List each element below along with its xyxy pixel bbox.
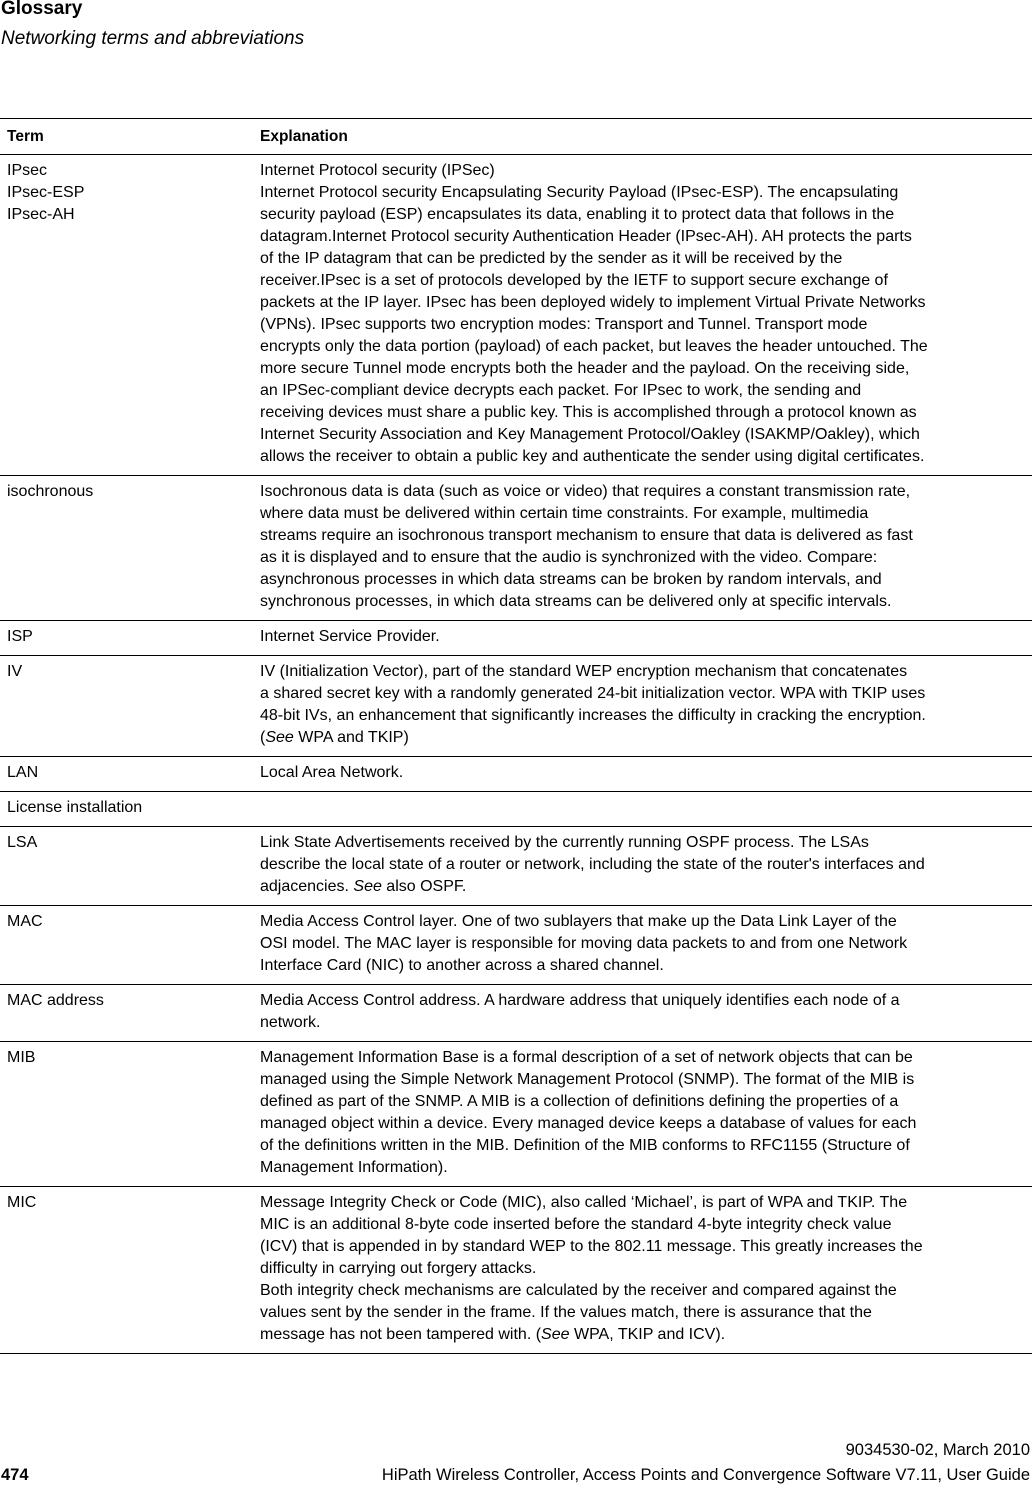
page-subtitle: Networking terms and abbreviations xyxy=(1,28,305,49)
term-cell xyxy=(0,1047,260,1179)
document-number: 9034530-02, March 2010 xyxy=(845,1441,1030,1459)
explanation-text: describe the local state of a router or network, including the state of the router's interfaces and xyxy=(260,856,925,873)
explanation-text: MIC is an additional 8-byte code inserted before the standard 4-byte integrity check value xyxy=(260,1216,892,1233)
term-text: MIC xyxy=(7,1194,37,1211)
explanation-text: OSI model. The MAC layer is responsible for moving data packets to and from one Network xyxy=(260,935,908,952)
explanation-cell xyxy=(260,762,1030,784)
explanation-text: of the definitions written in the MIB. Definition of the MIB conforms to RFC1155 (Structure of xyxy=(260,1137,910,1154)
explanation-text: of the IP datagram that can be predicted by the sender as it will be received by the xyxy=(260,250,843,267)
explanation-text: Internet Protocol security Encapsulating Security Payload (IPsec-ESP). The encapsulating xyxy=(260,184,899,201)
explanation-cell xyxy=(260,797,1030,819)
explanation-text: streams require an isochronous transport mechanism to ensure that data is delivered as fast xyxy=(260,527,913,544)
term-cell xyxy=(0,481,260,613)
term-text: LAN xyxy=(7,764,39,781)
term-text: IPsec xyxy=(7,162,48,179)
table-row xyxy=(0,155,1032,476)
explanation-cell xyxy=(260,661,1030,749)
explanation-text: Local Area Network. xyxy=(260,764,404,781)
explanation-text: Media Access Control layer. One of two sublayers that make up the Data Link Layer of the xyxy=(260,913,897,930)
explanation-text: Link State Advertisements received by the currently running OSPF process. The LSAs xyxy=(260,834,869,851)
explanation-text: Isochronous data is data (such as voice or video) that requires a constant transmission rate, xyxy=(260,483,911,500)
term-cell xyxy=(0,626,260,648)
term-text: isochronous xyxy=(7,483,94,500)
explanation-text: (See WPA and TKIP) xyxy=(260,729,409,746)
term-cell xyxy=(0,797,260,819)
explanation-text: network. xyxy=(260,1014,321,1031)
term-text: MAC xyxy=(7,913,43,930)
table-header-row xyxy=(0,119,1032,155)
column-header-term: Term xyxy=(7,128,44,145)
term-cell xyxy=(0,1192,260,1346)
explanation-text: difficulty in carrying out forgery attacks. xyxy=(260,1260,537,1277)
term-cell xyxy=(0,911,260,977)
explanation-cell xyxy=(260,911,1030,977)
term-cell xyxy=(0,990,260,1034)
explanation-text: managed object within a device. Every managed device keeps a database of values for each xyxy=(260,1115,917,1132)
explanation-text: allows the receiver to obtain a public key and authenticate the sender using digital certificates. xyxy=(260,448,925,465)
term-text: MAC address xyxy=(7,992,104,1009)
explanation-text: (ICV) that is appended in by standard WEP to the 802.11 message. This greatly increases the xyxy=(260,1238,923,1255)
explanation-text: Internet Protocol security (IPSec) xyxy=(260,162,495,179)
page-title: Glossary xyxy=(1,0,83,19)
explanation-text: values sent by the sender in the frame. If the values match, there is assurance that the xyxy=(260,1304,872,1321)
glossary-table xyxy=(0,118,1032,1354)
explanation-text: where data must be delivered within certain time constraints. For example, multimedia xyxy=(260,505,869,522)
explanation-text: 48-bit IVs, an enhancement that significantly increases the difficulty in cracking the encryption. xyxy=(260,707,926,724)
explanation-text: Internet Service Provider. xyxy=(260,628,440,645)
explanation-cell xyxy=(260,1047,1030,1179)
table-row xyxy=(0,476,1032,621)
explanation-text: (VPNs). IPsec supports two encryption modes: Transport and Tunnel. Transport mode xyxy=(260,316,868,333)
term-text: License installation xyxy=(7,799,143,816)
explanation-cell xyxy=(260,481,1030,613)
explanation-text: synchronous processes, in which data streams can be delivered only at specific intervals. xyxy=(260,593,892,610)
term-text: MIB xyxy=(7,1049,36,1066)
term-text: ISP xyxy=(7,628,33,645)
page-number: 474 xyxy=(1,1466,29,1484)
explanation-text: an IPSec-compliant device decrypts each packet. For IPsec to work, the sending and xyxy=(260,382,862,399)
term-text: LSA xyxy=(7,834,38,851)
term-text: IPsec-ESP xyxy=(7,184,85,201)
explanation-text: Internet Security Association and Key Management Protocol/Oakley (ISAKMP/Oakley), which xyxy=(260,426,920,443)
explanation-text: Management Information Base is a formal description of a set of network objects that can be xyxy=(260,1049,913,1066)
explanation-text: message has not been tampered with. (See WPA, TKIP and ICV). xyxy=(260,1326,726,1343)
explanation-text: a shared secret key with a randomly generated 24-bit initialization vector. WPA with TKIP uses xyxy=(260,685,926,702)
explanation-text: managed using the Simple Network Management Protocol (SNMP). The format of the MIB is xyxy=(260,1071,915,1088)
document-title: HiPath Wireless Controller, Access Points and Convergence Software V7.11, User Guide xyxy=(381,1466,1030,1484)
explanation-text: receiver.IPsec is a set of protocols developed by the IETF to support secure exchange of xyxy=(260,272,888,289)
term-cell xyxy=(0,832,260,898)
table-row xyxy=(0,1042,1032,1187)
term-text: IPsec-AH xyxy=(7,206,75,223)
explanation-text: Management Information). xyxy=(260,1159,448,1176)
explanation-text: datagram.Internet Protocol security Authentication Header (IPsec-AH). AH protects the parts xyxy=(260,228,912,245)
explanation-text: as it is displayed and to ensure that the audio is synchronized with the video. Compare: xyxy=(260,549,878,566)
explanation-cell xyxy=(260,1192,1030,1346)
explanation-text: encrypts only the data portion (payload) of each packet, but leaves the header untouched. The xyxy=(260,338,928,355)
explanation-text: adjacencies. See also OSPF. xyxy=(260,878,467,895)
explanation-cell xyxy=(260,160,1030,468)
term-cell xyxy=(0,160,260,468)
table-row xyxy=(0,985,1032,1042)
explanation-text: Message Integrity Check or Code (MIC), also called ‘Michael’, is part of WPA and TKIP. The xyxy=(260,1194,908,1211)
explanation-text: receiving devices must share a public key. This is accomplished through a protocol known as xyxy=(260,404,917,421)
table-row xyxy=(0,906,1032,985)
explanation-text: Both integrity check mechanisms are calculated by the receiver and compared against the xyxy=(260,1282,897,1299)
explanation-cell xyxy=(260,990,1030,1034)
explanation-text: Media Access Control address. A hardware address that uniquely identifies each node of a xyxy=(260,992,900,1009)
explanation-text: IV (Initialization Vector), part of the standard WEP encryption mechanism that concatenates xyxy=(260,663,908,680)
table-row xyxy=(0,792,1032,827)
explanation-text: defined as part of the SNMP. A MIB is a collection of definitions defining the properties of a xyxy=(260,1093,899,1110)
table-row xyxy=(0,656,1032,757)
explanation-cell xyxy=(260,832,1030,898)
explanation-cell xyxy=(260,626,1030,648)
explanation-text: asynchronous processes in which data streams can be broken by random intervals, and xyxy=(260,571,882,588)
column-header-explanation: Explanation xyxy=(260,128,348,145)
term-text: IV xyxy=(7,663,23,680)
table-row xyxy=(0,621,1032,656)
table-row xyxy=(0,757,1032,792)
term-cell xyxy=(0,661,260,749)
explanation-text: more secure Tunnel mode encrypts both the header and the payload. On the receiving side, xyxy=(260,360,910,377)
term-cell xyxy=(0,762,260,784)
explanation-text: packets at the IP layer. IPsec has been deployed widely to implement Virtual Private Networks xyxy=(260,294,926,311)
explanation-text: security payload (ESP) encapsulates its data, enabling it to protect data that follows in the xyxy=(260,206,895,223)
table-row xyxy=(0,827,1032,906)
table-row xyxy=(0,1187,1032,1354)
explanation-text: Interface Card (NIC) to another across a shared channel. xyxy=(260,957,664,974)
